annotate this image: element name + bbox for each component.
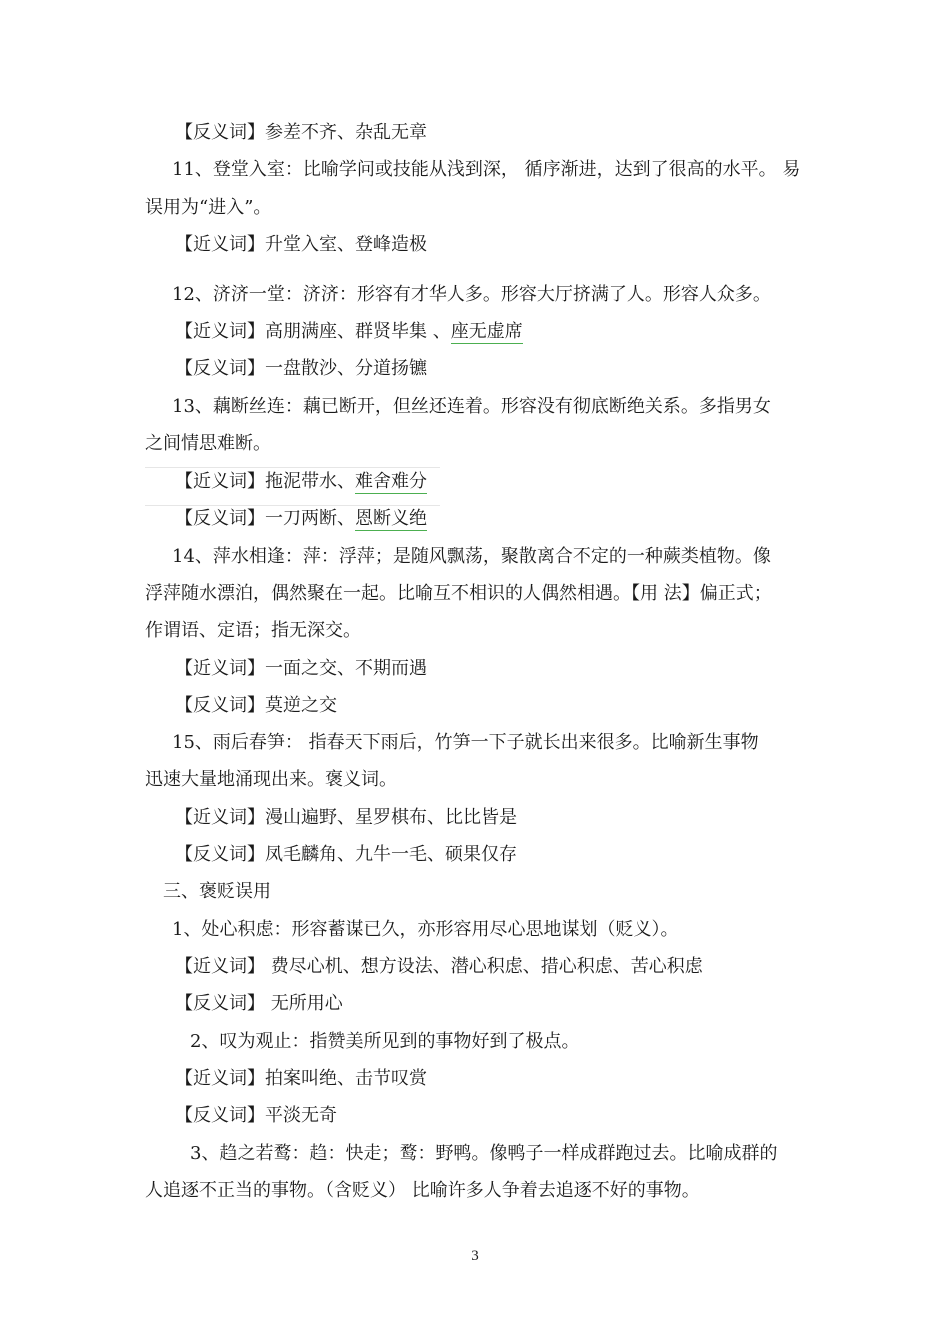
text-line: 12、济济一堂：济济：形容有才华人多。形容大厅挤满了人。形容人众多。: [172, 284, 771, 305]
text-line: 【近义词】拍案叫绝、击节叹赏: [175, 1068, 427, 1089]
text-line: 【近义词】 费尽心机、想方设法、潜心积虑、措心积虑、苦心积虑: [175, 956, 703, 977]
text-line: 【近义词】漫山遍野、星罗棋布、比比皆是: [175, 807, 517, 828]
text-line: 2、叹为观止：指赞美所见到的事物好到了极点。: [190, 1031, 580, 1052]
text-line: 【近义词】升堂入室、登峰造极: [175, 234, 427, 255]
text-line: 14、萍水相逢：萍：浮萍；是随风飘荡，聚散离合不定的一种蕨类植物。像: [172, 546, 771, 567]
underlined-term: 难舍难分: [355, 471, 427, 492]
text-line: 【反义词】莫逆之交: [175, 695, 337, 716]
text-line: 1、处心积虑：形容蓄谋已久，亦形容用尽心思地谋划（贬义）。: [172, 919, 679, 940]
page-number: 3: [471, 1248, 479, 1264]
underlined-term: 恩断义绝: [355, 508, 427, 529]
text-line: 之间情思难断。: [145, 433, 271, 454]
text-line: 11、登堂入室：比喻学问或技能从浅到深， 循序渐进，达到了很高的水平。 易: [172, 159, 801, 180]
text-line: 作谓语、定语；指无深交。: [145, 620, 361, 641]
text-line: 3、趋之若鹜：趋：快走；鹜：野鸭。像鸭子一样成群跑过去。比喻成群的: [190, 1143, 778, 1164]
text-line: 浮萍随水漂泊，偶然聚在一起。比喻互不相识的人偶然相遇。【用 法】偏正式；: [145, 583, 772, 604]
text-line: 【近义词】高朋满座、群贤毕集 、座无虚席: [175, 321, 523, 342]
text-line: 人追逐不正当的事物。（含贬义） 比喻许多人争着去追逐不好的事物。: [145, 1180, 700, 1201]
text-line: 13、藕断丝连：藕已断开，但丝还连着。形容没有彻底断绝关系。多指男女: [172, 396, 771, 417]
text-line: 迅速大量地涌现出来。褒义词。: [145, 769, 397, 790]
divider: [145, 467, 440, 468]
text-line: 【反义词】 无所用心: [175, 993, 343, 1014]
text-line: 【近义词】一面之交、不期而遇: [175, 658, 427, 679]
text-line: 【反义词】一盘散沙、分道扬镳: [175, 358, 427, 379]
text-line: 【近义词】拖泥带水、难舍难分: [175, 471, 427, 492]
text-line: 【反义词】一刀两断、恩断义绝: [175, 508, 427, 529]
underlined-term: 座无虚席: [450, 321, 523, 342]
text-line: 15、雨后春笋： 指春天下雨后，竹笋一下子就长出来很多。比喻新生事物: [172, 732, 759, 753]
text-line: 【反义词】参差不齐、杂乱无章: [175, 122, 427, 143]
divider: [145, 505, 440, 506]
text-line: 【反义词】平淡无奇: [175, 1105, 337, 1126]
text-line: 误用为“进入”。: [145, 197, 272, 218]
text-line: 【反义词】凤毛麟角、九牛一毛、硕果仅存: [175, 844, 517, 865]
section-heading: 三、褒贬误用: [163, 881, 271, 902]
